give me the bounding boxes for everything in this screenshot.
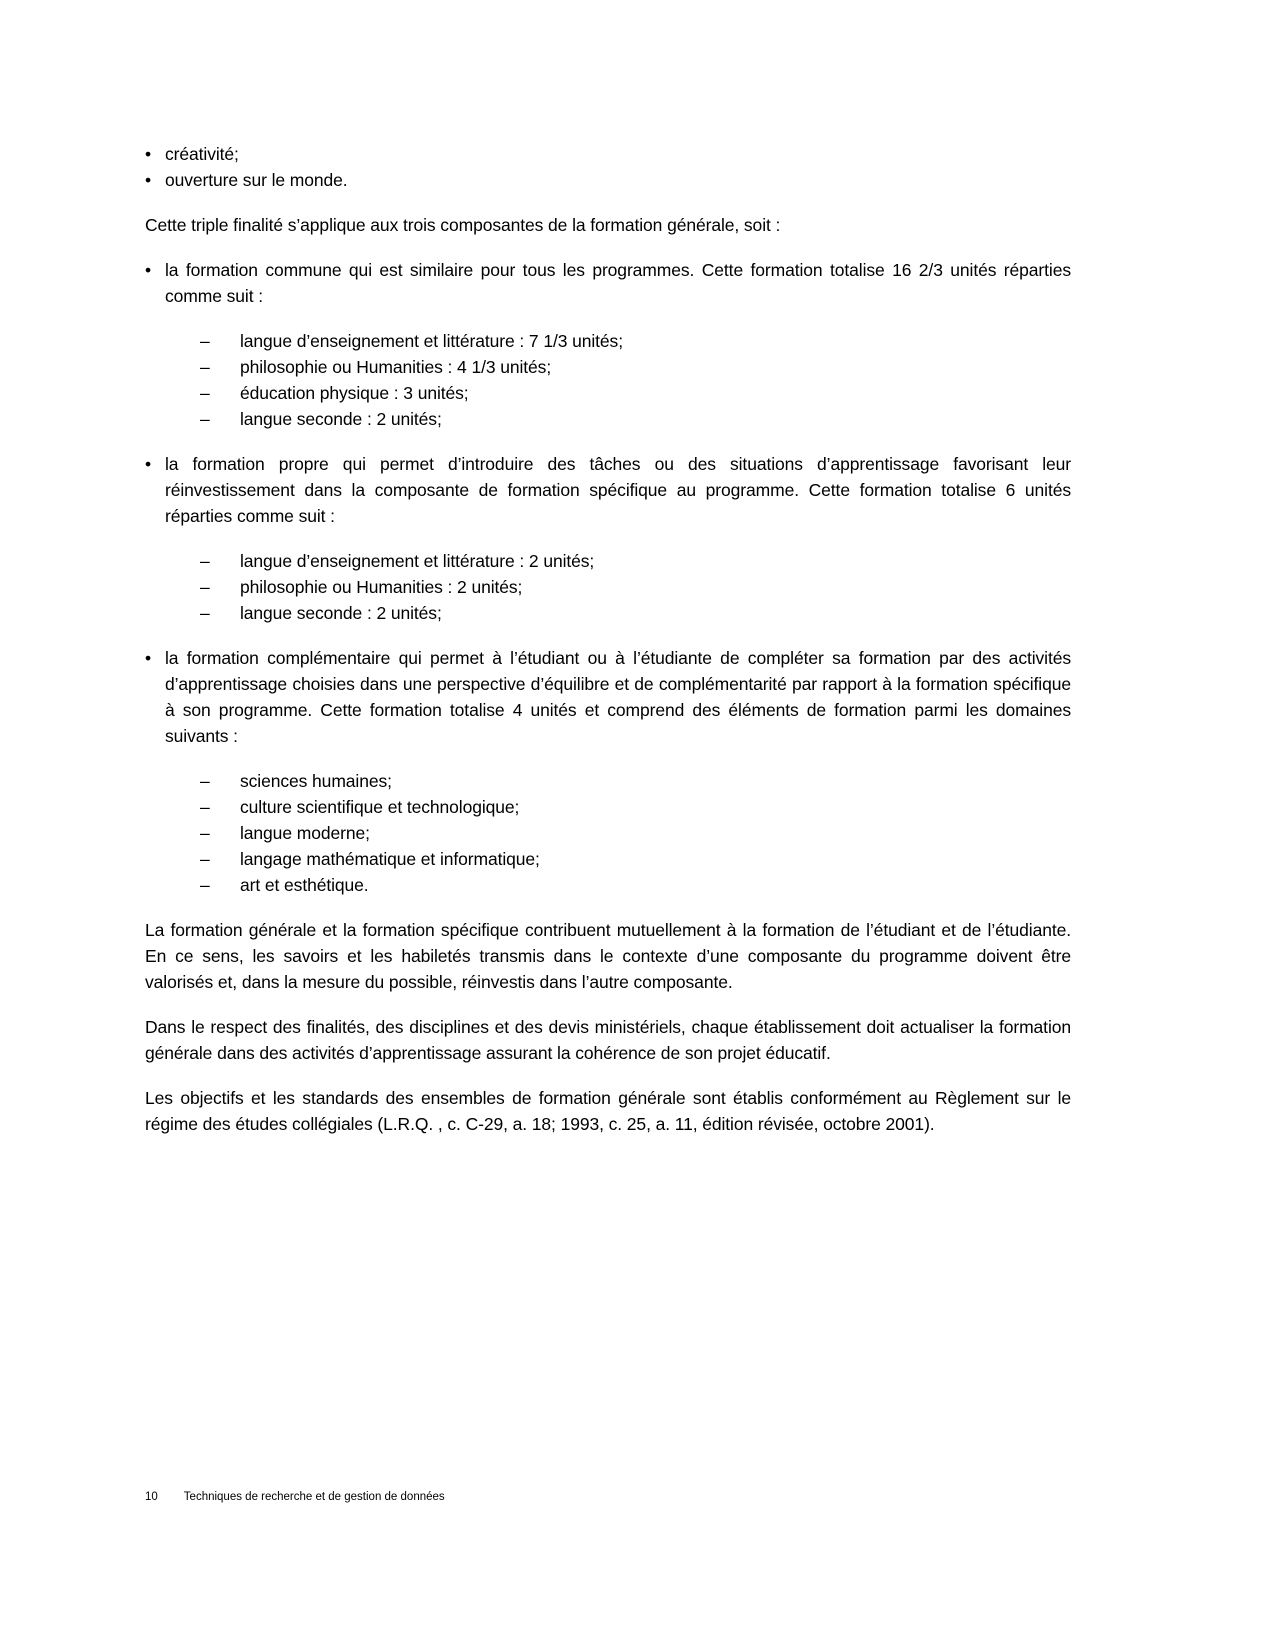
section-formation-complementaire: [145, 645, 1071, 749]
sub-list-item: [200, 354, 1071, 380]
sub-list-item: [200, 380, 1071, 406]
sub-list-item: [200, 794, 1071, 820]
bullet-icon: •: [145, 144, 152, 164]
footer-doc-title: Techniques de recherche et de gestion de données: [183, 1491, 445, 1503]
dash-icon: –: [200, 603, 210, 623]
section-formation-commune: [145, 257, 1071, 309]
dash-icon: –: [200, 875, 210, 895]
sub-list-item: [200, 574, 1071, 600]
dash-icon: –: [200, 383, 210, 403]
sub-item-text: éducation physique : 3 unités;: [240, 383, 469, 403]
dash-icon: –: [200, 823, 210, 843]
dash-icon: –: [200, 797, 210, 817]
dash-icon: –: [200, 551, 210, 571]
sub-list-item: [200, 846, 1071, 872]
bullet-icon: •: [145, 648, 152, 668]
top-bullet-list: [145, 141, 1071, 193]
section-lead-text: la formation complémentaire qui permet à l’étudiant ou à l’étudiante de compléter sa formation par des activités d’apprentissage choisies dans une perspective d’équilibre et de complémentarité par rapport à la formation spécifique à son programme. Cette formation totalise 4 unités et comprend des éléments de formation parmi les domaines suivants :: [165, 648, 1071, 746]
list-item: [145, 141, 1071, 167]
bullet-icon: •: [145, 454, 152, 474]
list-item-text: créativité;: [165, 144, 239, 164]
page-footer: [145, 1490, 445, 1504]
page-number: 10: [145, 1491, 158, 1503]
sub-list-item: [200, 406, 1071, 432]
sub-item-text: langue seconde : 2 unités;: [240, 409, 442, 429]
bullet-icon: •: [145, 260, 152, 280]
body-paragraph: Les objectifs et les standards des ensembles de formation générale sont établis conformément au Règlement sur le régime des études collégiales (L.R.Q. , c. C-29, a. 18; 1993, c. 25, a. 11, édition révisée, octobre 2001).: [145, 1088, 1071, 1134]
body-paragraph: Dans le respect des finalités, des disciplines et des devis ministériels, chaque établissement doit actualiser la formation générale dans des activités d’apprentissage assurant la cohérence de son projet éducatif.: [145, 1017, 1071, 1063]
dash-icon: –: [200, 577, 210, 597]
list-item: [145, 167, 1071, 193]
sub-list-formation-complementaire: [200, 768, 1071, 898]
sub-list-item: [200, 768, 1071, 794]
sub-item-text: philosophie ou Humanities : 2 unités;: [240, 577, 523, 597]
list-item-text: ouverture sur le monde.: [165, 170, 348, 190]
body-paragraph: La formation générale et la formation spécifique contribuent mutuellement à la formation de l’étudiant et de l’étudiante. En ce sens, les savoirs et les habiletés transmis dans le contexte d’une composante du programme doivent être valorisés et, dans la mesure du possible, réinvestis dans l’autre composante.: [145, 920, 1071, 992]
sub-list-item: [200, 820, 1071, 846]
intro-paragraph: Cette triple finalité s’applique aux trois composantes de la formation générale, soit :: [145, 215, 781, 235]
dash-icon: –: [200, 849, 210, 869]
bullet-icon: •: [145, 170, 152, 190]
page-content: [145, 141, 1071, 1156]
sub-list-formation-propre: [200, 548, 1071, 626]
dash-icon: –: [200, 331, 210, 351]
sub-item-text: culture scientifique et technologique;: [240, 797, 520, 817]
sub-list-formation-commune: [200, 328, 1071, 432]
section-lead-text: la formation commune qui est similaire pour tous les programmes. Cette formation totalise 16 2/3 unités réparties comme suit :: [165, 260, 1071, 306]
sub-list-item: [200, 548, 1071, 574]
sub-item-text: langue seconde : 2 unités;: [240, 603, 442, 623]
dash-icon: –: [200, 357, 210, 377]
sub-item-text: art et esthétique.: [240, 875, 369, 895]
sub-item-text: langue d’enseignement et littérature : 2 unités;: [240, 551, 595, 571]
sub-list-item: [200, 872, 1071, 898]
sub-item-text: langage mathématique et informatique;: [240, 849, 540, 869]
section-lead-text: la formation propre qui permet d’introduire des tâches ou des situations d’apprentissage favorisant leur réinvestissement dans la composante de formation spécifique au programme. Cette formation totalise 6 unités réparties comme suit :: [165, 454, 1071, 526]
dash-icon: –: [200, 771, 210, 791]
sub-item-text: sciences humaines;: [240, 771, 392, 791]
sub-list-item: [200, 328, 1071, 354]
sub-item-text: langue moderne;: [240, 823, 370, 843]
dash-icon: –: [200, 409, 210, 429]
section-formation-propre: [145, 451, 1071, 529]
sub-item-text: philosophie ou Humanities : 4 1/3 unités;: [240, 357, 552, 377]
sub-item-text: langue d’enseignement et littérature : 7 1/3 unités;: [240, 331, 623, 351]
sub-list-item: [200, 600, 1071, 626]
